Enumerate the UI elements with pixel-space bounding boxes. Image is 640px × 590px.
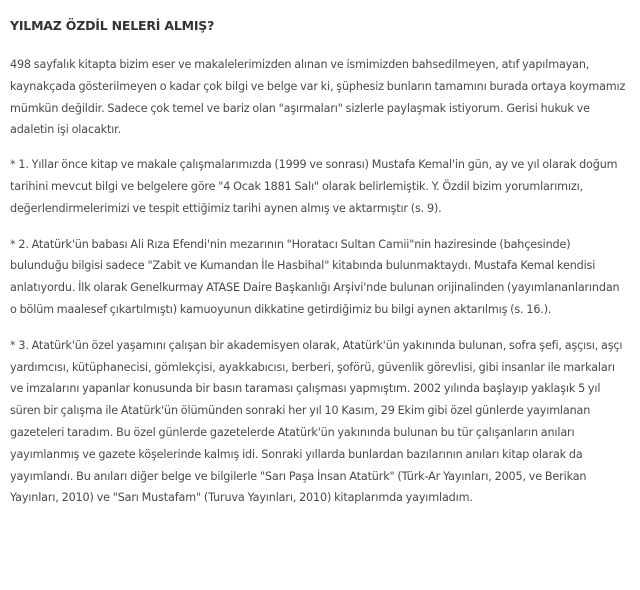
item-3-paragraph: * 3. Atatürk'ün özel yaşamını çalışan bir akademisyen olarak, Atatürk'ün yakınında bulunan, sofra şefi, aşçısı, aşçı yardımcısı, kütüphanecisi, gömlekçisi, ayakkabıcısı, berberi, şoförü, güvenlik görevlisi, gibi insanlar ile markaları ve imzalarını yapanlar konusunda bir basın taraması çalışması yapmıştım. 2002 yılında başlayıp yaklaşık 5 yıl süren bir çalışma ile Atatürk'ün ölümünden sonraki her yıl 10 Kasım, 29 Ekim gibi özel günlerde yayımlanan gazeteleri taradım. Bu özel günlerde gazetelerde Atatürk'ün yakınında bulunan bu tür çalışanların anıları yayımlanmış ve gazete köşelerinde kalmış idi. Sonraki yıllarda bunlardan bazılarının anıları kitap olarak da yayımlandı. Bu anıları diğer belge ve bilgilerle "Sarı Paşa İnsan Atatürk" (Türk-Ar Yayınları, 2005, ve Berikan Yayınları, 2010) ve "Sarı Mustafam" (Turuva Yayınları, 2010) kitaplarımda yayımladım. xyxy=(10,338,623,505)
article-title: YILMAZ ÖZDİL NELERİ ALMIŞ? xyxy=(10,18,215,33)
item-1-paragraph: * 1. Yıllar önce kitap ve makale çalışmalarımızda (1999 ve sonrası) Mustafa Kemal'in gün, ay ve yıl olarak doğum tarihini mevcut bilgi ve belgelere göre "4 Ocak 1881 Salı" olarak belirlemiştik. Y. Özdil bizim yorumlarımızı, değerlendirmelerimizi ve tespit ettiğimiz tarihi aynen almış ve aktarmıştır (s. 9). xyxy=(10,158,618,215)
intro-paragraph: 498 sayfalık kitapta bizim eser ve makalelerimizden alınan ve ismimizden bahsedilmeyen, atıf yapılmayan, kaynakçada gösterilmeyen o kadar çok bilgi ve belge var ki, şüphesiz bunların tamamını burada ortaya koymamız mümkün değildir. Sadece çok temel ve bariz olan "aşırmaları" sizlerle paylaşmak istiyorum. Gerisi hukuk ve adaletin işi olacaktır. xyxy=(10,58,626,137)
item-2-paragraph: * 2. Atatürk'ün babası Ali Rıza Efendi'nin mezarının "Horatacı Sultan Camii"nin haziresinde (bahçesinde) bulunduğu bilgisi sadece "Zabit ve Kumandan İle Hasbihal" kitabında bulunmaktaydı. Mustafa Kemal kendisi anlatıyordu. İlk olarak Genelkurmay ATASE Daire Başkanlığı Arşivi'nde bulunan orijinalinden (yayımlananlarından o bölüm maalesef çıkartılmıştı) kamuoyunun dikkatine getirdiğimiz bu bilgi aynen aktarılmış (s. 16.). xyxy=(10,237,620,316)
